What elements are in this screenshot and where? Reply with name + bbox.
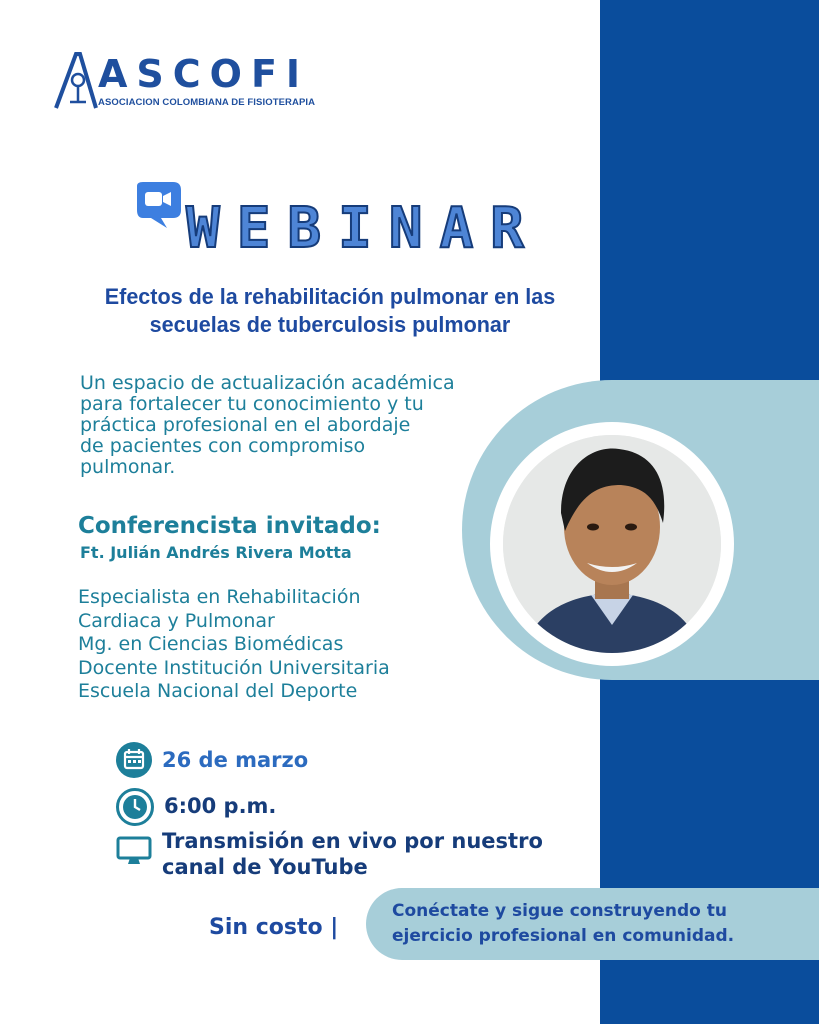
cta-line-2: ejercicio profesional en comunidad.	[392, 926, 735, 946]
stream-line-1: Transmisión en vivo por nuestro	[162, 829, 543, 853]
credential-line: Mg. en Ciencias Biomédicas	[78, 633, 344, 655]
intro-line: de pacientes con compromiso	[80, 435, 366, 457]
speaker-label: Conferencista invitado:	[78, 513, 381, 539]
event-time-text: 6:00 p.m.	[164, 794, 277, 818]
logo-subtitle: ASOCIACION COLOMBIANA DE FISIOTERAPIA	[98, 97, 316, 108]
event-stream	[116, 828, 543, 880]
video-camera-chat-icon	[133, 180, 185, 234]
title-line-2: secuelas de tuberculosis pulmonar	[149, 312, 511, 337]
event-stream-text	[162, 828, 543, 880]
monitor-icon	[116, 828, 152, 868]
credential-line: Escuela Nacional del Deporte	[78, 680, 358, 702]
ascofi-emblem-icon	[52, 50, 98, 112]
webinar-heading: WEBINAR	[186, 196, 542, 261]
calendar-icon	[116, 742, 152, 778]
credential-line: Especialista en Rehabilitación	[78, 586, 361, 608]
credential-line: Docente Institución Universitaria	[78, 656, 390, 679]
stream-line-2: canal de YouTube	[162, 855, 368, 879]
intro-line: pulmonar.	[80, 456, 176, 478]
clock-icon	[116, 788, 154, 826]
event-time	[116, 788, 276, 826]
speaker-credentials	[78, 586, 498, 704]
event-date	[116, 742, 308, 778]
free-label: Sin costo |	[209, 915, 339, 940]
logo-name: ASCOFI	[98, 52, 310, 96]
intro-line: Un espacio de actualización académica	[80, 372, 455, 394]
title-line-1: Efectos de la rehabilitación pulmonar en las	[104, 284, 556, 309]
event-date-text: 26 de marzo	[162, 748, 309, 772]
intro-line: práctica profesional en el abordaje	[80, 414, 411, 436]
cta-text	[392, 899, 792, 949]
ascofi-logo	[52, 50, 316, 114]
cta-line-1: Conéctate y sigue construyendo tu	[392, 901, 728, 921]
intro-paragraph	[80, 373, 550, 478]
speaker-name: Ft. Julián Andrés Rivera Motta	[80, 543, 352, 562]
intro-line: para fortalecer tu conocimiento y tu	[80, 393, 424, 415]
webinar-title	[65, 283, 594, 339]
credential-line: Cardiaca y Pulmonar	[78, 609, 275, 632]
